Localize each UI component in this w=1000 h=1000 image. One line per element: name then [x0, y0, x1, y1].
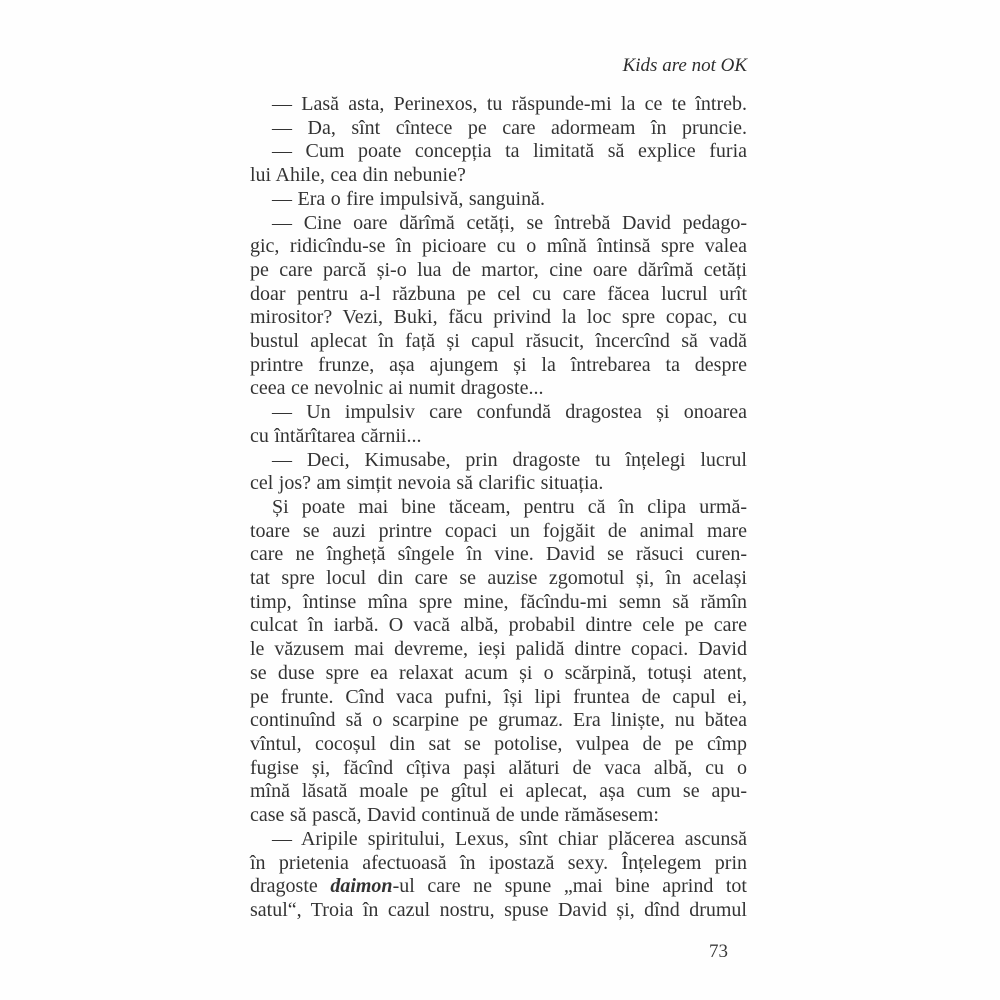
text-segment: — Deci, Kimusabe, prin dragoste tu înțelegi lucrul: [272, 448, 747, 471]
emphasized-text: daimon: [330, 875, 393, 898]
text-segment: lui Ahile, cea din nebunie?: [250, 164, 466, 187]
text-segment: cu întărîtarea cărnii...: [250, 424, 422, 447]
text-segment: mînă lăsată moale pe gîtul ei aplecat, așa cum se apu-: [250, 780, 747, 803]
text-line: [250, 520, 747, 544]
text-segment: toare se auzi printre copaci un fojgăit de animal mare: [250, 519, 747, 542]
text-line: [250, 828, 747, 852]
text-segment: — Lasă asta, Perinexos, tu răspunde-mi la ce te întreb.: [272, 93, 747, 115]
text-segment: cel jos? am simțit nevoia să clarific situația.: [250, 472, 604, 495]
text-segment: continuînd să o scarpine pe grumaz. Era liniște, nu bătea: [250, 709, 747, 732]
text-segment: dragoste: [250, 875, 331, 898]
text-line: [250, 212, 747, 236]
text-line: [250, 733, 747, 757]
text-line: [250, 283, 747, 307]
text-line: [250, 164, 747, 188]
text-line: [250, 757, 747, 781]
text-line: [250, 235, 747, 259]
text-line: [250, 140, 747, 164]
text-segment: pe frunte. Cînd vaca pufni, își lipi fruntea de capul ei,: [250, 685, 747, 708]
text-line: [250, 259, 747, 283]
text-line: [250, 638, 747, 662]
text-line: [250, 852, 747, 876]
text-segment: — Un impulsiv care confundă dragostea și onoarea: [272, 401, 747, 424]
text-line: [250, 591, 747, 615]
text-segment: — Cum poate concepția ta limitată să explice furia: [272, 140, 747, 163]
text-segment: — Aripile spiritului, Lexus, sînt chiar plăcerea ascunsă: [272, 827, 747, 850]
text-segment: pe care parcă și-o lua de martor, cine oare dărîmă cetăți: [250, 258, 747, 281]
text-segment: culcat în iarbă. O vacă albă, probabil dintre cele pe care: [250, 614, 747, 637]
text-line: [250, 567, 747, 591]
text-line: [250, 188, 747, 212]
text-line: [250, 306, 747, 330]
text-line: [250, 614, 747, 638]
text-line: [250, 330, 747, 354]
text-segment: -ul care ne spune „mai bine aprind tot: [392, 875, 747, 898]
text-segment: mirositor? Vezi, Buki, făcu privind la loc spre copac, cu: [250, 306, 747, 329]
text-line: [250, 472, 747, 496]
text-line: [250, 686, 747, 710]
text-segment: vîntul, cocoșul din sat se potolise, vulpea de pe cîmp: [250, 732, 747, 755]
text-segment: le văzusem mai devreme, ieși palidă dintre copaci. David: [250, 638, 747, 661]
text-line: [250, 804, 747, 828]
text-segment: care ne îngheță sîngele în vine. David se răsuci curen-: [250, 543, 747, 566]
text-segment: gic, ridicîndu-se în picioare cu o mînă întinsă spre valea: [250, 235, 747, 258]
text-segment: bustul aplecat în față și capul răsucit, încercînd să vadă: [250, 330, 747, 353]
text-line: [250, 117, 747, 141]
text-line: [250, 899, 747, 923]
running-header: Kids are not OK: [622, 55, 747, 76]
text-segment: se duse spre ea relaxat acum și o scărpină, totuși atent,: [250, 661, 747, 684]
text-line: [250, 496, 747, 520]
text-line: [250, 709, 747, 733]
text-segment: tat spre locul din care se auzise zgomotul și, în același: [250, 567, 747, 590]
text-line: [250, 662, 747, 686]
text-segment: printre frunze, așa ajungem și la întrebarea ta despre: [250, 353, 747, 376]
text-line: [250, 875, 747, 899]
text-segment: case să pască, David continuă de unde rămăsesem:: [250, 804, 659, 827]
text-line: [250, 93, 747, 117]
text-line: [250, 401, 747, 425]
text-line: [250, 354, 747, 378]
text-segment: — Da, sînt cîntece pe care adormeam în pruncie.: [272, 116, 747, 139]
page-number: 73: [709, 941, 728, 962]
text-line: [250, 377, 747, 401]
text-segment: — Era o fire impulsivă, sanguină.: [272, 187, 545, 210]
text-block: [250, 93, 747, 923]
text-segment: Și poate mai bine tăceam, pentru că în clipa urmă-: [272, 495, 747, 518]
text-line: [250, 425, 747, 449]
text-line: [250, 780, 747, 804]
text-line: [250, 543, 747, 567]
text-segment: ceea ce nevolnic ai numit dragoste...: [250, 377, 544, 400]
text-segment: în prietenia afectuoasă în ipostază sexy. Înțelegem prin: [250, 851, 747, 874]
text-line: [250, 449, 747, 473]
text-segment: timp, întinse mîna spre mine, făcîndu-mi semn să rămîn: [250, 590, 747, 613]
text-segment: satul“, Troia în cazul nostru, spuse David și, dînd drumul: [250, 898, 747, 921]
text-segment: — Cine oare dărîmă cetăți, se întrebă David pedago-: [272, 211, 747, 234]
text-segment: fugise și, făcînd cîțiva pași alături de vaca albă, cu o: [250, 756, 747, 779]
text-segment: doar pentru a-l răzbuna pe cel cu care făcea lucrul urît: [250, 282, 747, 305]
